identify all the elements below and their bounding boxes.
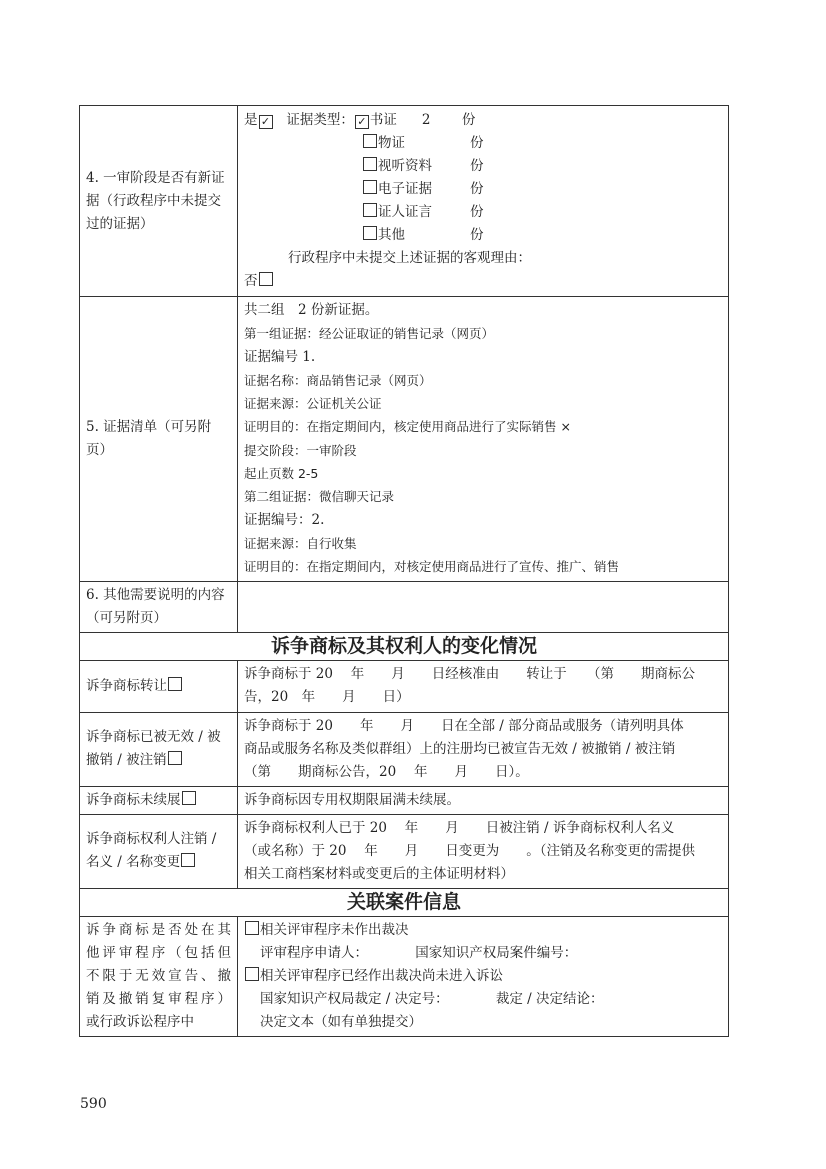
row-not-renewed (80, 786, 729, 814)
row-invalidated (80, 712, 729, 786)
yes-label: 是 (244, 112, 258, 128)
evidence-type-name: 物证 (378, 135, 405, 151)
evidence-type-checkbox[interactable] (363, 203, 377, 217)
decided-review-checkbox[interactable] (245, 967, 259, 981)
evidence-type-name: 证人证言 (378, 204, 432, 220)
no-checkbox[interactable] (259, 272, 273, 286)
invalidated-line: 商品或服务名称及类似群组）上的注册均已被宣告无效 / 被撤销 / 被注销 (244, 740, 676, 757)
evidence-list-content (238, 297, 729, 582)
other-notes-label: 6. 其他需要说明的内容（可另附页） (80, 581, 238, 632)
section-related-cases (80, 888, 729, 916)
related-label-line: 他评审程序（包括但 (86, 944, 231, 961)
evidence-line: 共二组 2 份新证据。 (244, 302, 379, 318)
not-renewed-checkbox[interactable] (182, 791, 196, 805)
evidence-line: 证明目的：在指定期间内，核定使用商品进行了实际销售 × (244, 419, 571, 435)
evidence-line: 起止页数 2-5 (244, 466, 319, 482)
decided-review-detail: 国家知识产权局裁定 / 决定号： 裁定 / 决定结论： (260, 990, 604, 1007)
related-cases-label (80, 916, 238, 1036)
related-label-line: 诉争商标是否处在其 (86, 921, 231, 938)
evidence-count: 2 (421, 112, 431, 128)
row-new-evidence (80, 106, 729, 297)
section-trademark-changes (80, 632, 729, 660)
evidence-type-name: 视听资料 (378, 158, 432, 174)
row-other-notes (80, 581, 729, 632)
row-transfer (80, 660, 729, 712)
evidence-type-label: 证据类型： (286, 112, 354, 128)
evidence-type-checkbox[interactable] (363, 226, 377, 240)
related-cases-content (238, 916, 729, 1036)
section-title: 诉争商标及其权利人的变化情况 (80, 632, 729, 660)
invalidated-line: 诉争商标于 20 年 月 日在全部 / 部分商品或服务（请列明具体 (244, 717, 684, 734)
evidence-type-name: 其他 (378, 227, 405, 243)
evidence-type-checkbox[interactable] (363, 157, 377, 171)
pending-review-checkbox[interactable] (245, 921, 259, 935)
related-label-line: 销及撤销复审程序） (86, 990, 231, 1007)
invalidated-line: （第 期商标公告，20 年 月 日）。 (244, 763, 529, 780)
row-owner-change (80, 814, 729, 888)
transfer-line: 告，20 年 月 日） (244, 689, 410, 706)
decision-text-note: 决定文本（如有单独提交） (260, 1013, 422, 1030)
evidence-line: 证据来源：自行收集 (244, 535, 357, 551)
section-title: 关联案件信息 (80, 888, 729, 916)
new-evidence-content (238, 106, 729, 297)
evidence-type-checkbox[interactable] (355, 115, 369, 129)
related-label-line: 不限于无效宣告、撤 (86, 967, 231, 984)
page-number: 590 (80, 1096, 107, 1112)
evidence-line: 第一组证据：经公证取证的销售记录（网页） (244, 326, 495, 342)
transfer-line: 诉争商标于 20 年 月 日经核准由 转让于 （第 期商标公 (244, 666, 696, 683)
owner-change-checkbox[interactable] (181, 853, 195, 867)
evidence-type-checkbox[interactable] (363, 134, 377, 148)
evidence-line: 提交阶段：一审阶段 (244, 442, 357, 458)
evidence-unit: 份 (470, 204, 484, 220)
transfer-content (238, 660, 729, 712)
evidence-line: 证明目的：在指定期间内，对核定使用商品进行了宣传、推广、销售 (244, 559, 620, 575)
evidence-list-label: 5. 证据清单（可另附页） (80, 297, 238, 582)
evidence-line: 证据编号：2. (244, 511, 325, 528)
owner-change-line: 相关工商档案材料或变更后的主体证明材料） (244, 865, 514, 882)
new-evidence-label: 4. 一审阶段是否有新证据（行政程序中未提交过的证据） (80, 106, 238, 297)
evidence-type-checkbox[interactable] (363, 180, 377, 194)
evidence-unit: 份 (470, 227, 484, 243)
owner-change-label: 诉争商标权利人注销 / 名义 / 名称变更 (86, 831, 217, 871)
pending-review-detail: 评审程序申请人： 国家知识产权局案件编号： (260, 944, 578, 961)
not-renewed-label: 诉争商标未续展 (86, 791, 181, 808)
invalidated-content (238, 712, 729, 786)
yes-checkbox[interactable] (259, 115, 273, 129)
row-related-cases (80, 916, 729, 1036)
evidence-type-name: 书证 (369, 112, 397, 128)
owner-change-content (238, 814, 729, 888)
evidence-unit: 份 (470, 158, 484, 174)
evidence-unit: 份 (461, 112, 476, 128)
no-label: 否 (244, 273, 258, 289)
transfer-checkbox[interactable] (168, 677, 182, 691)
decided-review-label: 相关评审程序已经作出裁决尚未进入诉讼 (260, 967, 503, 984)
not-renewed-content: 诉争商标因专用权期限届满未续展。 (238, 786, 729, 814)
invalidated-checkbox[interactable] (168, 751, 182, 765)
row-evidence-list (80, 297, 729, 582)
evidence-type-name: 电子证据 (378, 181, 432, 197)
evidence-unit: 份 (470, 135, 484, 151)
owner-change-line: 诉争商标权利人已于 20 年 月 日被注销 / 诉争商标权利人名义 (244, 819, 675, 836)
form-table (79, 105, 729, 1037)
evidence-line: 证据来源：公证机关公证 (244, 396, 382, 412)
reason-label: 行政程序中未提交上述证据的客观理由： (288, 250, 531, 266)
evidence-line: 第二组证据：微信聊天记录 (244, 489, 395, 505)
evidence-unit: 份 (470, 181, 484, 197)
owner-change-line: （或名称）于 20 年 月 日变更为 。（注销及名称变更的需提供 (244, 842, 696, 859)
related-label-line: 或行政诉讼程序中 (86, 1013, 194, 1030)
evidence-line: 证据编号 1. (244, 348, 316, 365)
pending-review-label: 相关评审程序未作出裁决 (260, 921, 409, 938)
other-notes-content[interactable] (238, 581, 729, 632)
invalidated-label: 诉争商标已被无效 / 被撤销 / 被注销 (86, 729, 221, 769)
transfer-label: 诉争商标转让 (86, 677, 167, 694)
evidence-line: 证据名称：商品销售记录（网页） (244, 372, 432, 388)
